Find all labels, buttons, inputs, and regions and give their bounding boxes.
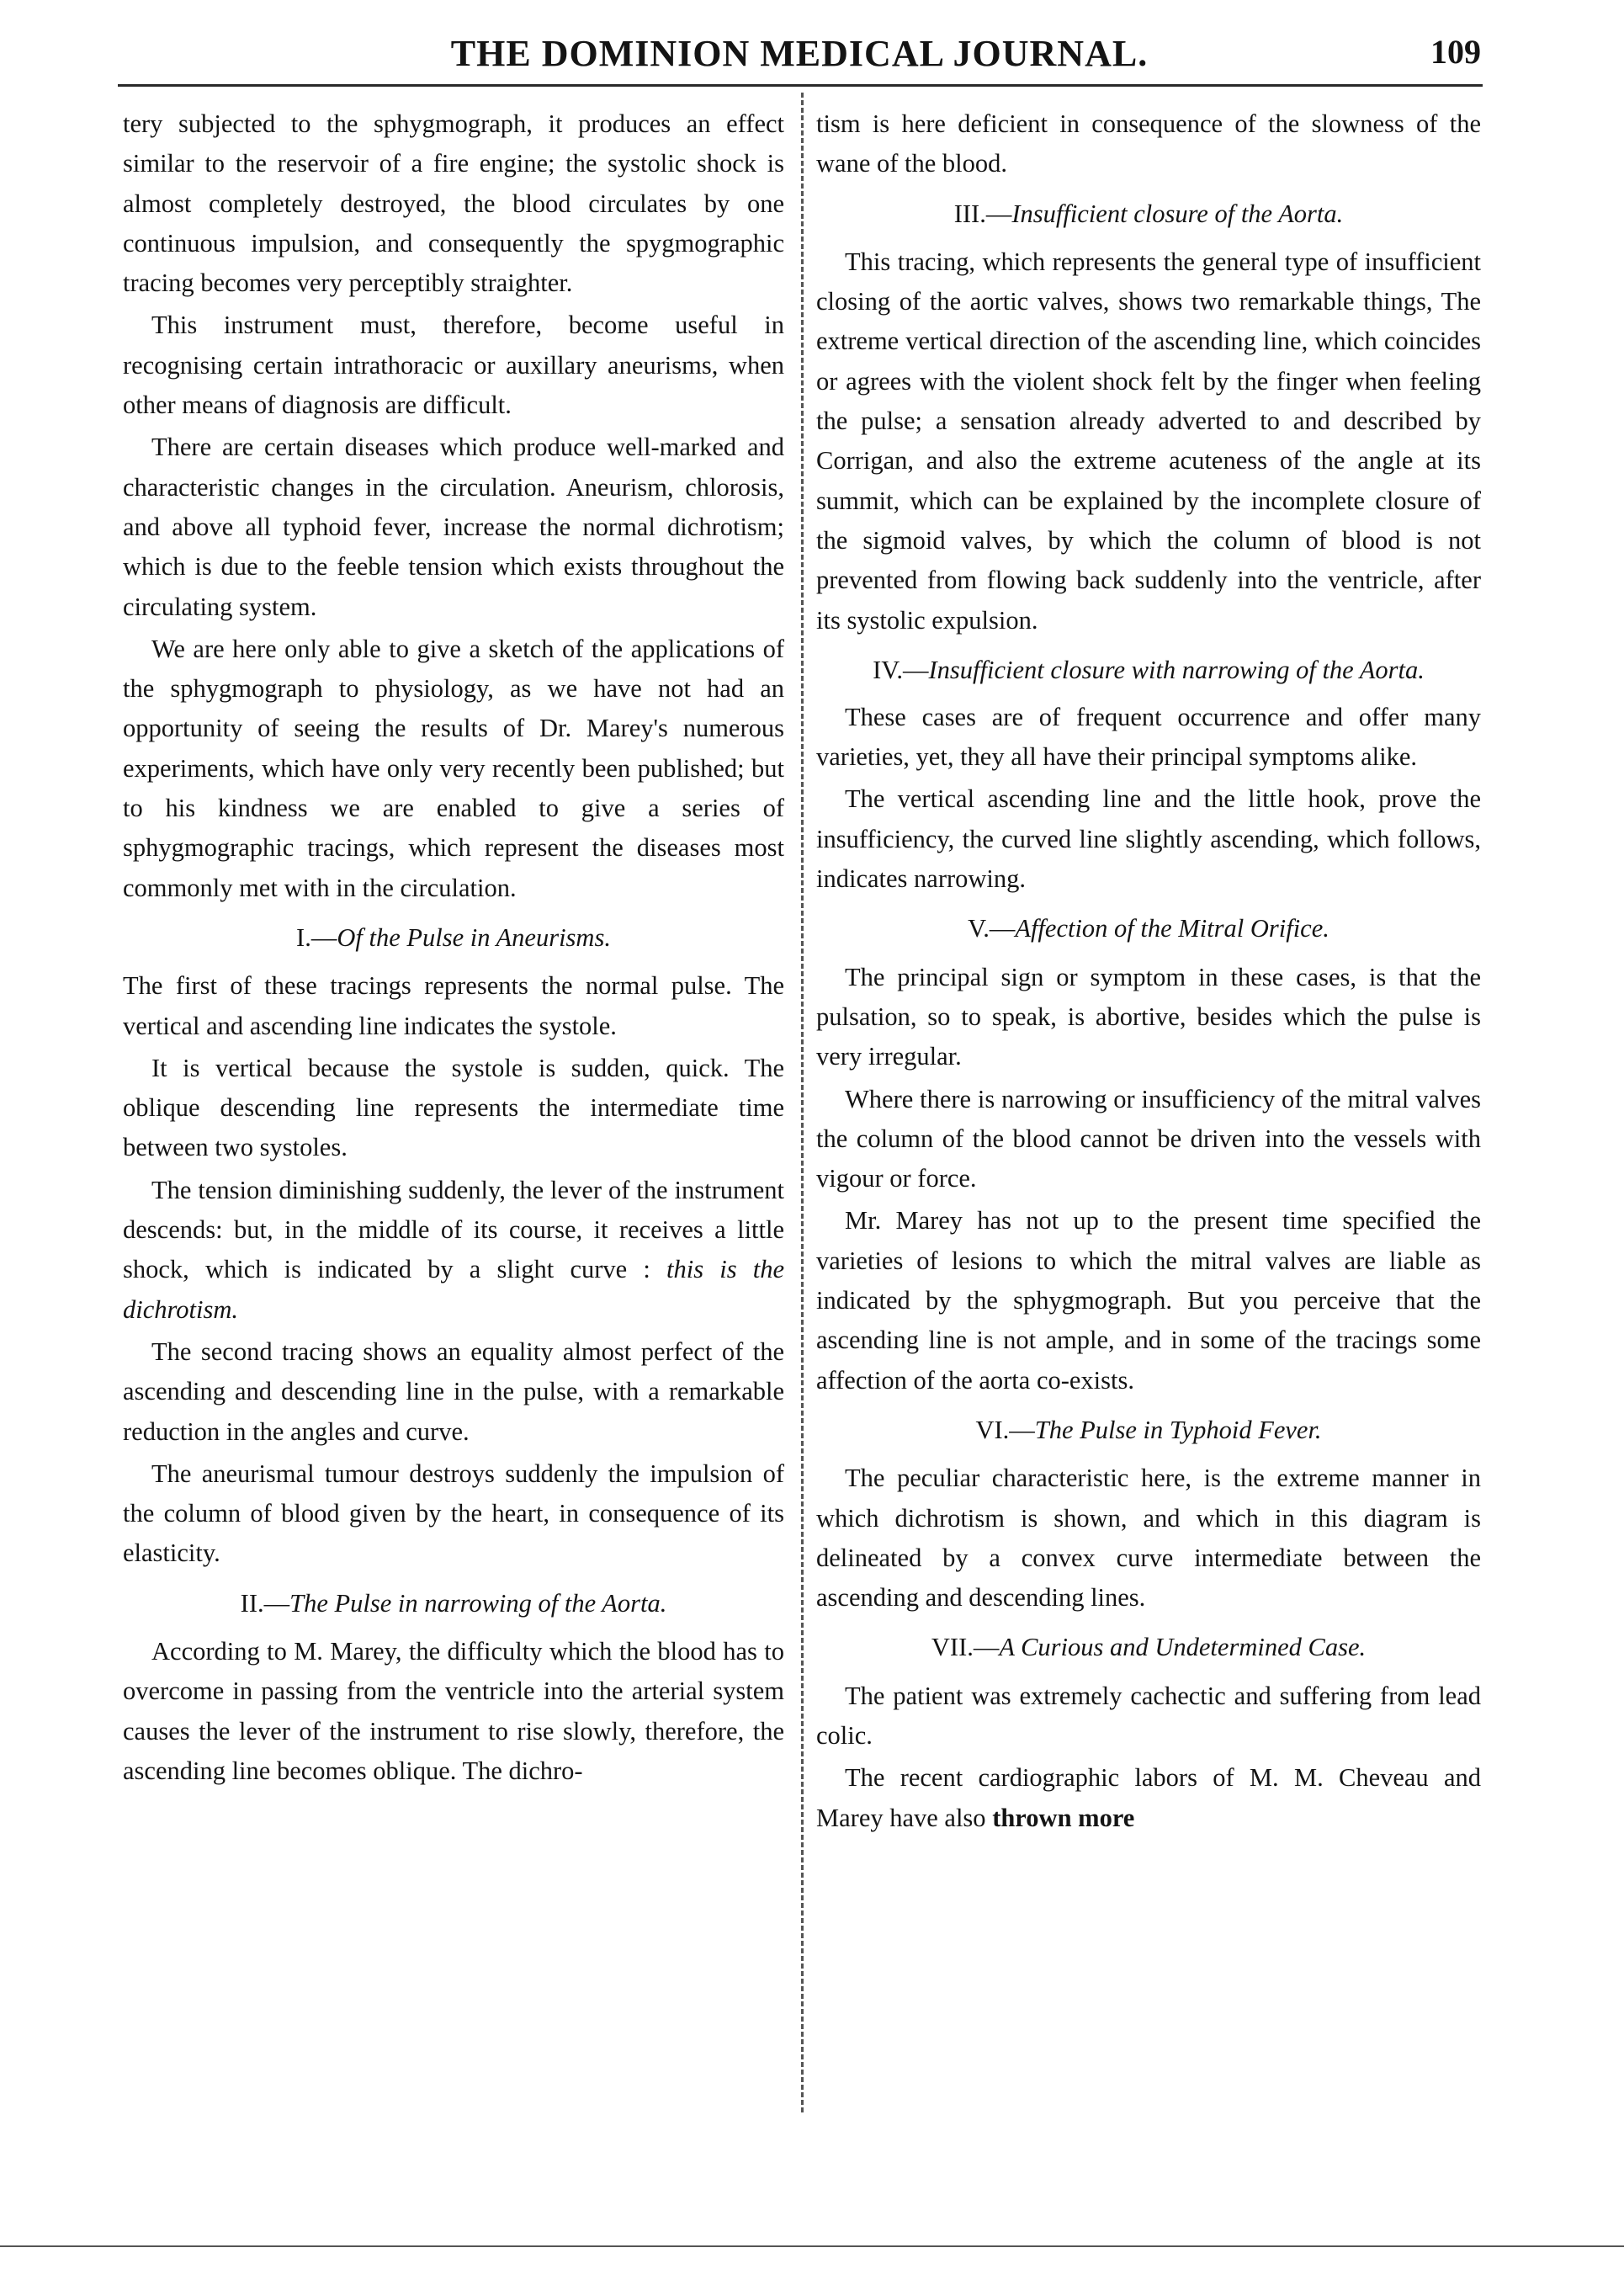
paragraph: Mr. Marey has not up to the present time specified the varieties of lesions to which the mitral valves are liable as indicated by the sphygmograph. But you perceive that the ascending line is not ample, and in some of the tracings some affection of the aorta co-exists. [816,1206,1481,1395]
paragraph: The second tracing shows an equality almost perfect of the ascending and descending line in the pulse, with a remarkable reduction in the angles and curve. [123,1336,784,1446]
page-number: 109 [1430,33,1481,71]
section-heading-6 [816,1411,1481,1450]
section-title: Insufficient closure with narrowing of the Aorta. [928,655,1425,684]
section-number: II.— [240,1588,290,1618]
section-number: VII.— [931,1633,1000,1662]
paragraph: According to M. Marey, the difficulty which the blood has to overcome in passing from the ventricle into the arterial system causes the lever of the instrument to rise slowly, therefore, the ascending line becomes oblique. The dichro- [123,1636,784,1785]
paragraph: tism is here deficient in consequence of the slowness of the wane of the blood. [816,109,1481,178]
section-title: A Curious and Undetermined Case. [999,1633,1367,1662]
section-number: VI.— [975,1415,1035,1444]
section-heading-4 [816,651,1481,689]
bottom-rule [0,2245,1624,2247]
column-divider [801,93,804,2112]
header-rule [118,84,1483,87]
right-column [816,104,1481,1838]
paragraph: tery subjected to the sphygmograph, it produces an effect similar to the reservoir of a fire engine; the systolic shock is almost completely destroyed, the blood circulates by one continuous impulsion, and consequently the spygmographic tracing becomes very perceptibly straighter. [123,109,784,298]
paragraph-text: The tension diminishing suddenly, the lever of the instrument descends: but, in the middle of its course, it receives a little shock, which is indicated by a slight curve : [123,1175,784,1284]
section-heading-5 [816,909,1481,949]
section-number: I.— [296,922,337,952]
paragraph: There are certain diseases which produce well-marked and characteristic changes in the circulation. Aneurism, chlorosis, and above all typhoid fever, increase the normal dichrotism; which is due to the feeble tension which exists throughout the circulating system. [123,433,784,621]
paragraph: The peculiar characteristic here, is the extreme manner in which dichrotism is shown, and which in this diagram is delineated by a convex curve intermediate between the ascending and descending lines. [816,1464,1481,1613]
section-title: Insufficient closure of the Aorta. [1011,199,1344,228]
journal-title: THE DOMINION MEDICAL JOURNAL. [450,33,1149,74]
paragraph: This instrument must, therefore, become useful in recognising certain intrathoracic or auxillary aneurisms, when other means of diagnosis are difficult. [123,311,784,420]
section-number: III.— [953,199,1012,228]
left-column [123,104,784,1791]
section-title: Of the Pulse in Aneurisms. [337,922,611,952]
paragraph: These cases are of frequent occurrence and offer many varieties, yet, they all have their principal symptoms alike. [816,702,1481,772]
section-number: IV.— [873,655,929,684]
paragraph: We are here only able to give a sketch of the applications of the sphygmograph to physiology, as we have not had an opportunity of seeing the results of Dr. Marey's numerous experiments, which have only very recently been published; but to his kindness we are enabled to give a series of sphygmographic tracings, which represent the diseases most commonly met with in the circulation. [123,634,784,902]
section-title: The Pulse in Typhoid Fever. [1034,1415,1322,1444]
paragraph: The patient was extremely cachectic and suffering from lead colic. [816,1681,1481,1750]
paragraph: The first of these tracings represents the normal pulse. The vertical and ascending line indicates the systole. [123,971,784,1040]
paragraph: Where there is narrowing or insufficiency of the mitral valves the column of the blood cannot be driven into the vessels with vigour or force. [816,1084,1481,1193]
paragraph: This tracing, which represents the general type of insufficient closing of the aortic valves, shows two remarkable things, The extreme vertical direction of the ascending line, which coincides or agrees with the violent shock felt by the finger when feeling the pulse; a sensation already adverted to and described by Corrigan, and also the extreme acuteness of the angle at its summit, which can be explained by the incomplete closure of the sigmoid valves, by which the column of blood is not prevented from flowing back suddenly into the ventricle, after its systolic expulsion. [816,247,1481,635]
section-heading-3 [816,194,1481,234]
section-heading-2 [123,1584,784,1623]
paragraph [123,1171,784,1330]
section-title: The Pulse in narrowing of the Aorta. [289,1588,667,1618]
section-title: Affection of the Mitral Orifice. [1015,914,1329,943]
running-header [118,27,1481,77]
bold-text: thrown more [992,1803,1135,1832]
emphasis-text: this is the dichrotism. [123,1255,785,1324]
section-heading-1 [123,918,784,958]
paragraph: The vertical ascending line and the little hook, prove the insufficiency, the curved line slightly ascending, which follows, indicates narrowing. [816,784,1481,894]
paragraph: The principal sign or symptom in these cases, is that the pulsation, so to speak, is abortive, besides which the pulse is very irregular. [816,962,1481,1071]
section-heading-7 [816,1628,1481,1667]
paragraph-text: The recent cardiographic labors of M. M. Cheveau and Marey have also [816,1763,1481,1832]
paragraph: It is vertical because the systole is sudden, quick. The oblique descending line represents the intermediate time between two systoles. [123,1053,784,1162]
paragraph [816,1758,1481,1838]
section-number: V.— [968,914,1016,943]
paragraph: The aneurismal tumour destroys suddenly the impulsion of the column of blood given by the heart, in consequence of its elasticity. [123,1459,784,1568]
